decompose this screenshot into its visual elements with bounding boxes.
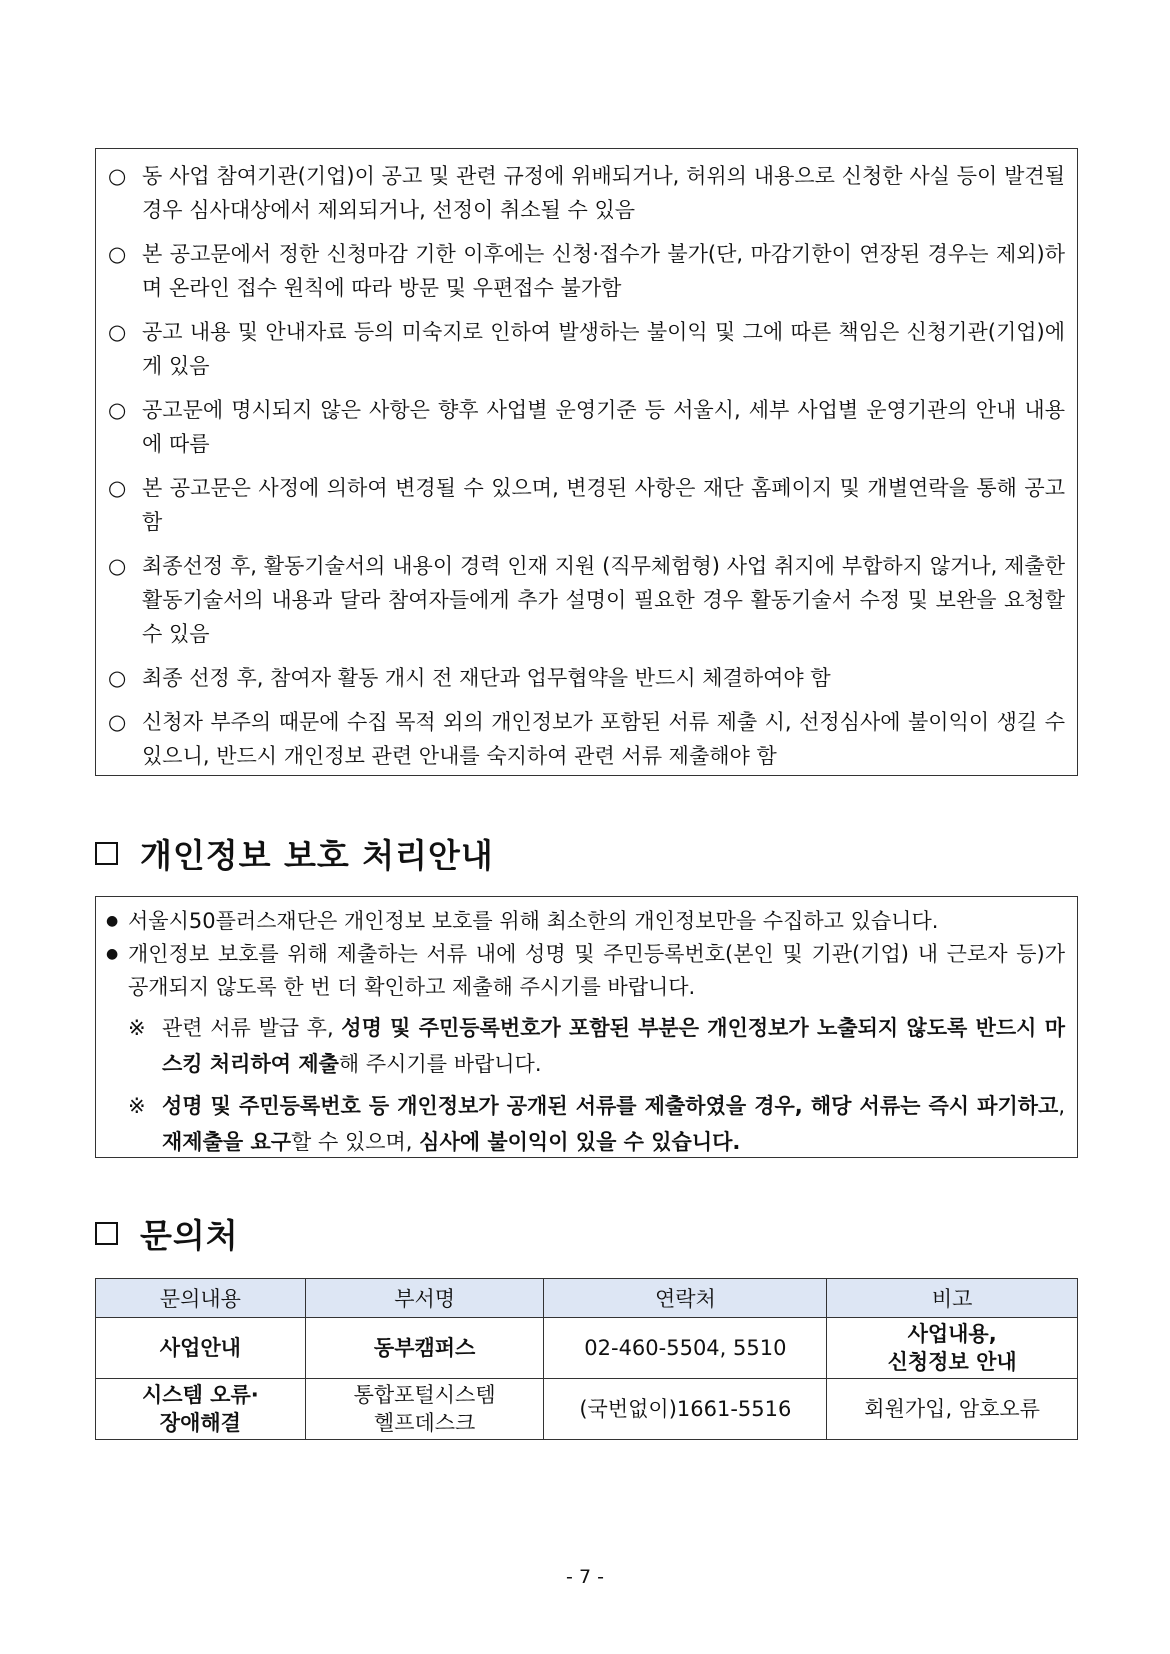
circle-bullet-icon: ○ — [108, 398, 127, 422]
contact-table — [95, 1278, 1078, 1440]
notice-item: ○ 공고 내용 및 안내자료 등의 미숙지로 인하여 발생하는 불이익 및 그에 따른 책임은 신청기관(기업)에게 있음 — [108, 315, 1065, 383]
privacy-note: ※ 성명 및 주민등록번호 등 개인정보가 공개된 서류를 제출하였을 경우, 해당 서류는 즉시 파기하고, 재제출을 요구할 수 있으며, 심사에 불이익이 있을 수 있습니다. — [128, 1088, 1065, 1160]
page-number: - 7 - — [566, 1566, 604, 1588]
circle-bullet-icon: ○ — [108, 242, 127, 266]
inquiry-cell: 사업안내 — [96, 1318, 306, 1379]
circle-bullet-icon: ○ — [108, 320, 127, 344]
department-cell: 통합포털시스템 헬프데스크 — [305, 1379, 544, 1440]
reference-mark-icon: ※ — [128, 1016, 146, 1040]
privacy-bullet: ● 개인정보 보호를 위해 제출하는 서류 내에 성명 및 주민등록번호(본인 및 기관(기업) 내 근로자 등)가 공개되지 않도록 한 번 더 확인하고 제출해 주시기를 바랍니다. — [106, 938, 1065, 1004]
dot-bullet-icon: ● — [106, 946, 119, 962]
privacy-title-text: 개인정보 보호 처리안내 — [140, 836, 494, 875]
circle-bullet-icon: ○ — [108, 554, 127, 578]
checkbox-square-icon — [95, 842, 118, 865]
notice-item: ○ 동 사업 참여기관(기업)이 공고 및 관련 규정에 위배되거나, 허위의 내용으로 신청한 사실 등이 발견될 경우 심사대상에서 제외되거나, 선정이 취소될 수 있음 — [108, 159, 1065, 227]
column-header: 문의내용 — [96, 1279, 306, 1318]
privacy-section-title — [95, 830, 494, 877]
notice-item: ○ 공고문에 명시되지 않은 사항은 향후 사업별 운영기준 등 서울시, 세부 사업별 운영기관의 안내 내용에 따름 — [108, 393, 1065, 461]
notice-item: ○ 최종 선정 후, 참여자 활동 개시 전 재단과 업무협약을 반드시 체결하여야 함 — [108, 661, 1065, 695]
notice-item: ○ 본 공고문에서 정한 신청마감 기한 이후에는 신청·접수가 불가(단, 마감기한이 연장된 경우는 제외)하며 온라인 접수 원칙에 따라 방문 및 우편접수 불가함 — [108, 237, 1065, 305]
table-row — [96, 1379, 1078, 1440]
reference-mark-icon: ※ — [128, 1094, 146, 1118]
department-cell: 동부캠퍼스 — [305, 1318, 544, 1379]
column-header: 비고 — [827, 1279, 1078, 1318]
contact-title-text: 문의처 — [140, 1216, 239, 1255]
note-cell: 회원가입, 암호오류 — [827, 1379, 1078, 1440]
privacy-box — [95, 896, 1078, 1158]
note-cell: 사업내용, 신청정보 안내 — [827, 1318, 1078, 1379]
privacy-bullet: ● 서울시50플러스재단은 개인정보 보호를 위해 최소한의 개인정보만을 수집하고 있습니다. — [106, 905, 1065, 938]
circle-bullet-icon: ○ — [108, 710, 127, 734]
table-header-row — [96, 1279, 1078, 1318]
privacy-note: ※ 관련 서류 발급 후, 성명 및 주민등록번호가 포함된 부분은 개인정보가 노출되지 않도록 반드시 마스킹 처리하여 제출해 주시기를 바랍니다. — [128, 1010, 1065, 1082]
column-header: 연락처 — [544, 1279, 827, 1318]
phone-cell: 02-460-5504, 5510 — [544, 1318, 827, 1379]
checkbox-square-icon — [95, 1222, 118, 1245]
phone-cell: (국번없이)1661-5516 — [544, 1379, 827, 1440]
table-row — [96, 1318, 1078, 1379]
notice-item: ○ 최종선정 후, 활동기술서의 내용이 경력 인재 지원 (직무체험형) 사업 취지에 부합하지 않거나, 제출한 활동기술서의 내용과 달라 참여자들에게 추가 설명이 필요한 경우 활동기술서 수정 및 보완을 요청할 수 있음 — [108, 549, 1065, 651]
inquiry-cell: 시스템 오류· 장애해결 — [96, 1379, 306, 1440]
circle-bullet-icon: ○ — [108, 164, 127, 188]
notice-item: ○ 본 공고문은 사정에 의하여 변경될 수 있으며, 변경된 사항은 재단 홈페이지 및 개별연락을 통해 공고함 — [108, 471, 1065, 539]
notice-item: ○ 신청자 부주의 때문에 수집 목적 외의 개인정보가 포함된 서류 제출 시, 선정심사에 불이익이 생길 수 있으니, 반드시 개인정보 관련 안내를 숙지하여 관련 서류 제출해야 함 — [108, 705, 1065, 773]
circle-bullet-icon: ○ — [108, 476, 127, 500]
circle-bullet-icon: ○ — [108, 666, 127, 690]
dot-bullet-icon: ● — [106, 913, 119, 929]
column-header: 부서명 — [305, 1279, 544, 1318]
notice-box — [95, 148, 1078, 776]
contact-section-title — [95, 1210, 239, 1257]
